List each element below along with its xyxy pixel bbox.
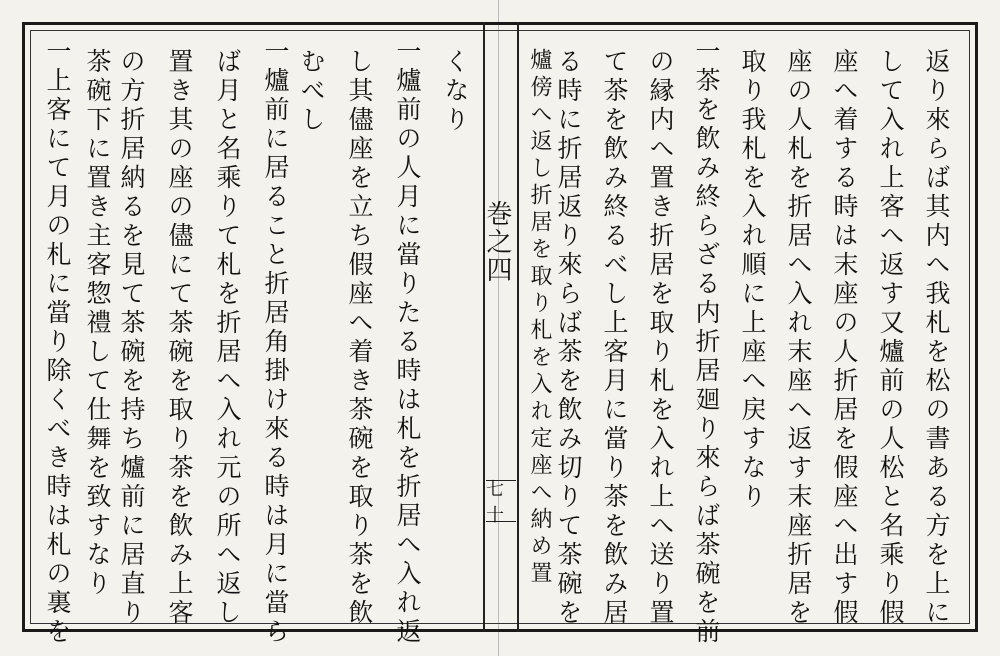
text-column: 座の人札を折居へ入れ末座へ返す末座折居を bbox=[784, 48, 813, 628]
text-column: の縁内へ置き折居を取り札を入れ上へ送り置 bbox=[646, 48, 675, 628]
text-column: ば月と名乘りて札を折居へ入れ元の所へ返し bbox=[213, 48, 242, 628]
text-column: 座へ着する時は末座の人折居を假座へ出す假 bbox=[830, 48, 859, 628]
text-column: して入れ上客へ返す又爐前の人松と名乘り假 bbox=[876, 48, 905, 628]
text-column: し其儘座を立ち假座へ着き茶碗を取り茶を飲 bbox=[345, 48, 374, 628]
text-column: る時に折居返り來らば茶を飲み切りて茶碗を bbox=[554, 48, 583, 628]
gutter-rule-right bbox=[517, 22, 519, 632]
page-number: 七十 bbox=[486, 480, 516, 522]
text-column: 一上客にて月の札に當り除くべき時は札の裏を bbox=[43, 38, 72, 647]
text-column: くなり bbox=[441, 48, 470, 135]
text-column: 取り我札を入れ順に上座へ戻すなり bbox=[738, 48, 767, 512]
text-column: 爐傍へ返し折居を取り札を入れ定座へ納め置 bbox=[527, 48, 552, 588]
gutter-rule-left bbox=[483, 22, 485, 632]
text-column: 一爐前の人月に當りたる時は札を折居へ入れ返 bbox=[393, 38, 422, 647]
text-column: 一茶を飲み終らざる内折居廻り來らば茶碗を前 bbox=[692, 38, 721, 647]
text-column: の方折居納るを見て茶碗を持ち爐前に居直り bbox=[117, 48, 146, 628]
text-column: 一爐前に居ること折居角掛け來る時は月に當ら bbox=[261, 38, 290, 647]
text-column: 返り來らば其内へ我札を松の書ある方を上に bbox=[922, 48, 951, 628]
text-column: 置き其の座の儘にて茶碗を取り茶を飲み上客 bbox=[165, 48, 194, 628]
volume-label: 巻之四 bbox=[482, 200, 512, 284]
text-column: て茶を飲み終るべし上客月に當り茶を飲み居 bbox=[600, 48, 629, 628]
text-column: 茶碗下に置き主客惣禮して仕舞を致すなり bbox=[83, 48, 112, 599]
text-column: むべし bbox=[297, 48, 326, 135]
